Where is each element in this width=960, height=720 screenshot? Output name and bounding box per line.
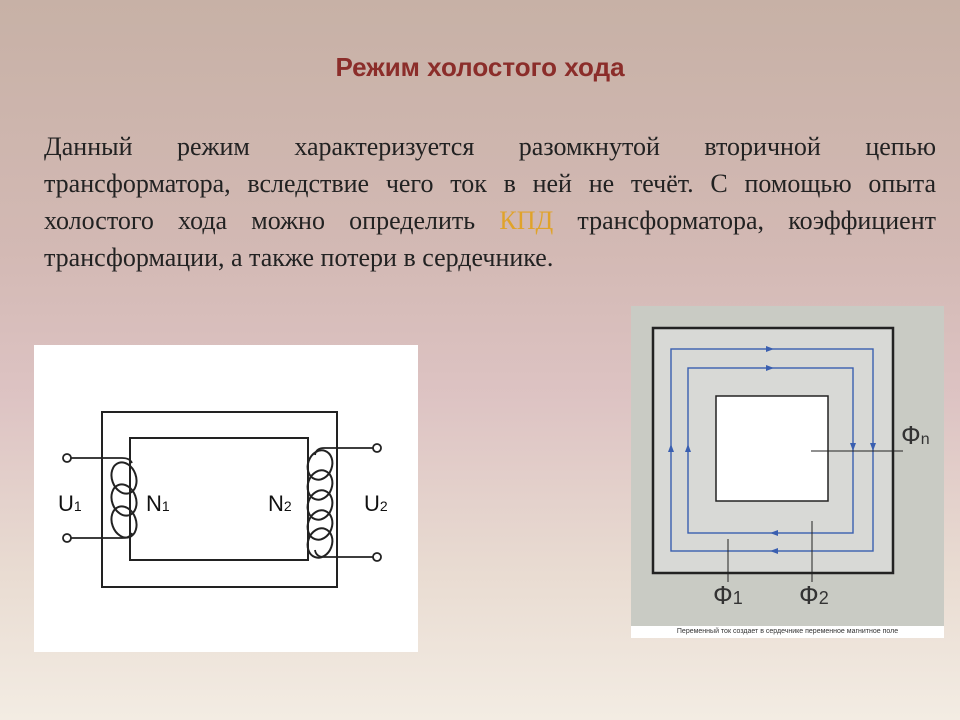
transformer-diagram	[34, 345, 418, 652]
core-flux-diagram	[631, 306, 944, 638]
u1-label: U1	[58, 491, 82, 516]
n1-label: N1	[146, 491, 170, 516]
paragraph-text-part1: Данный режим характеризуется разомкнутой вторичной цепью трансформатора, вследствие чего ток в ней не течёт. С помощью опыта холостого хода можно определить	[44, 132, 936, 235]
n2-label: N2	[268, 491, 292, 516]
phi1-label: Ф1	[713, 580, 743, 610]
paragraph-highlight-kpd: КПД	[499, 206, 554, 235]
secondary-terminal-bottom	[373, 553, 381, 561]
transformer-schematic	[34, 345, 418, 652]
slide-title: Режим холостого хода	[335, 52, 625, 82]
u2-label: U2	[364, 491, 388, 516]
core-window	[716, 396, 828, 501]
primary-terminal-bottom	[63, 534, 71, 542]
primary-coil	[107, 459, 140, 541]
secondary-coil	[304, 447, 337, 561]
paragraph-text-part2: трансформатора, коэффициент трансформации, а также потери в сердечнике.	[44, 206, 936, 272]
secondary-terminal-top	[373, 444, 381, 452]
description-paragraph	[44, 128, 936, 276]
primary-terminal-top	[63, 454, 71, 462]
core-flux-svg	[631, 306, 944, 626]
phi2-label: Ф2	[799, 580, 829, 610]
phi-n-label: Фn	[901, 420, 930, 450]
core-diagram-caption: Переменный ток создает в сердечнике переменное магнитное поле	[631, 626, 944, 638]
